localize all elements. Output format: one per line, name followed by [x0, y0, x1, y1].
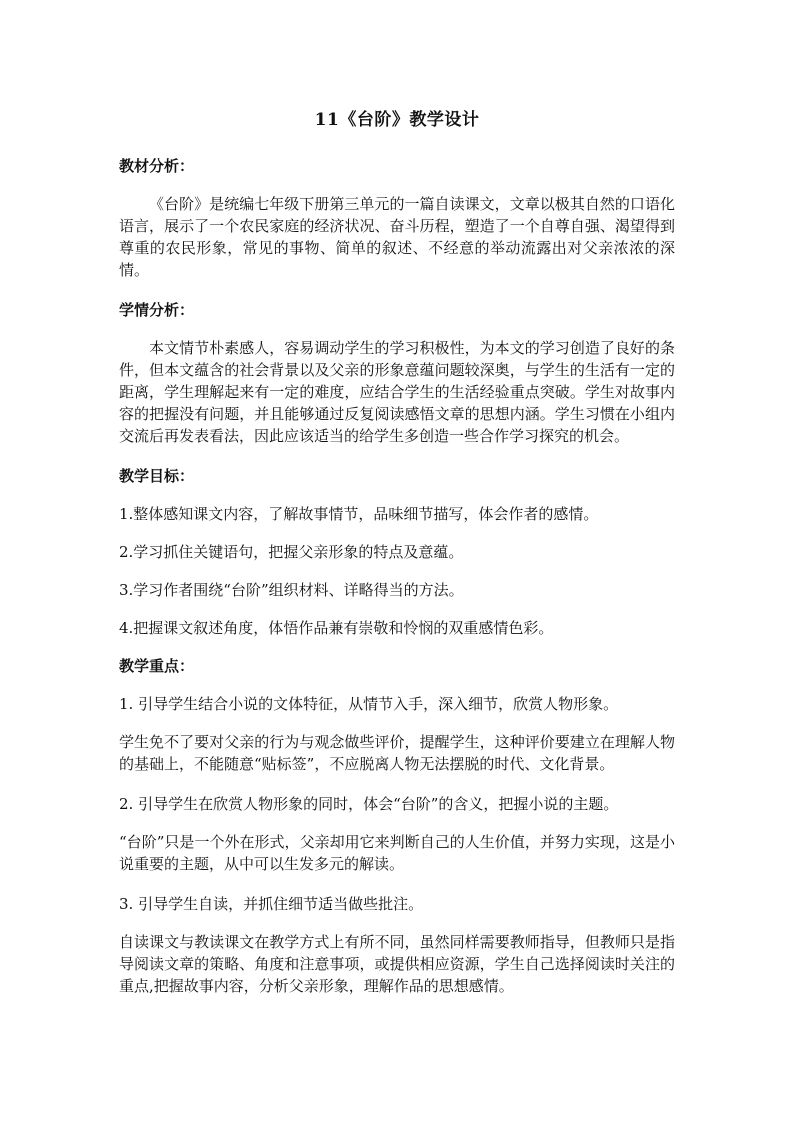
student-analysis-heading: 学情分析：: [119, 301, 195, 319]
key-point-3: 3. 引导学生自读，并抓住细节适当做些批注。: [119, 895, 424, 913]
objective-item-3: 3.学习作者围绕“台阶”组织材料、详略得当的方法。: [119, 581, 464, 599]
key-point-3-note: 自读课文与教读课文在教学方式上有所不同，虽然同样需要教师指导，但教师只是指导阅读文章的策略、角度和注意事项，或提供相应资源，学生自己选择阅读时关注的重点,把握故事内容，分析父亲形象，理解作品的思想感情。: [119, 933, 675, 995]
teaching-objectives-heading: 教学目标：: [119, 467, 195, 485]
material-analysis-heading: 教材分析：: [119, 157, 195, 175]
student-analysis-text: 本文情节朴素感人，容易调动学生的学习积极性，为本文的学习创造了良好的条件，但本文蕴含的社会背景以及父亲的形象意蕴问题较深奥，与学生的生活有一定的距离，学生理解起来有一定的难度，应结合学生的生活经验重点突破。学生对故事内容的把握没有问题，并且能够通过反复阅读感悟文章的思想内涵。学生习惯在小组内交流后再发表看法，因此应该适当的给学生多创造一些合作学习探究的机会。: [119, 339, 675, 445]
key-point-1: 1. 引导学生结合小说的文体特征，从情节入手，深入细节，欣赏人物形象。: [119, 695, 619, 713]
objective-item-4: 4.把握课文叙述角度，体悟作品兼有崇敬和怜悯的双重感情色彩。: [119, 619, 554, 637]
document-body: [119, 155, 675, 1015]
key-point-2: 2. 引导学生在欣赏人物形象的同时，体会“台阶”的含义，把握小说的主题。: [119, 795, 619, 813]
key-point-2-note: “台阶”只是一个外在形式，父亲却用它来判断自己的人生价值，并努力实现，这是小说重要的主题，从中可以生发多元的解读。: [119, 833, 675, 873]
teaching-key-points-heading: 教学重点：: [119, 657, 195, 675]
material-analysis-text: 《台阶》是统编七年级下册第三单元的一篇自读课文，文章以极其自然的口语化语言，展示了一个农民家庭的经济状况、奋斗历程，塑造了一个自尊自强、渴望得到尊重的农民形象，常见的事物、简单的叙述、不经意的举动流露出对父亲浓浓的深情。: [119, 195, 675, 279]
objective-item-1: 1.整体感知课文内容，了解故事情节，品味细节描写，体会作者的感情。: [119, 505, 599, 523]
document-title: 11《台阶》教学设计: [314, 110, 480, 130]
key-point-1-note: 学生免不了要对父亲的行为与观念做些评价，提醒学生，这种评价要建立在理解人物的基础上，不能随意“贴标签”，不应脱离人物无法摆脱的时代、文化背景。: [119, 733, 675, 773]
objective-item-2: 2.学习抓住关键语句，把握父亲形象的特点及意蕴。: [119, 543, 464, 561]
